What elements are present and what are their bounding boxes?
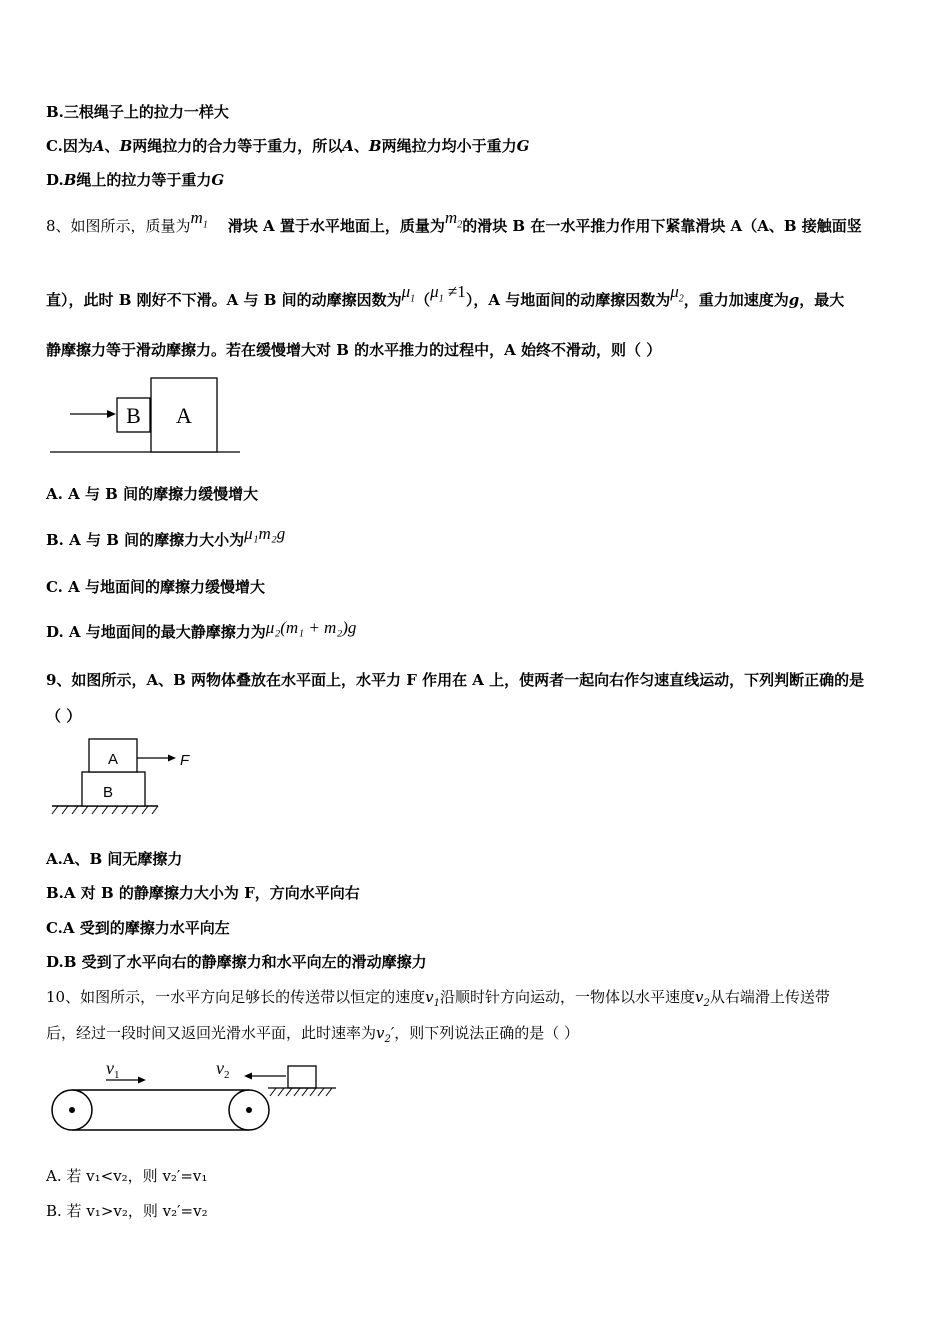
q7-option-d: D.B绳上的拉力等于重力G — [46, 171, 225, 189]
surface-hatch — [270, 1088, 332, 1096]
q10-stem-line2: 后，经过一段时间又返回光滑水平面，此时速率为$v_2'$，则下列说法正确的是（ ） — [46, 1024, 580, 1045]
arrow-head-icon — [107, 410, 116, 418]
right-pulley-axle — [246, 1107, 252, 1113]
q8-figure-blocks — [46, 370, 246, 460]
v2-label: $v_2$ — [216, 1058, 230, 1081]
q10-figure-conveyor — [46, 1054, 346, 1140]
q8-option-b: B. A 与 B 间的摩擦力大小为μ₁m₂g — [46, 524, 286, 549]
block-b-label: B — [102, 784, 114, 801]
q10-stem-line1: 10、如图所示，一水平方向足够长的传送带以恒定的速度$v_1$沿顺时针方向运动，一物体以水平速度$v_2$从右端滑上传送带 — [46, 988, 830, 1009]
arrow-head-icon — [244, 1073, 252, 1080]
q8-option-d: D. A 与地面间的最大静摩擦力为μ₂(m₁ + m₂)g — [46, 618, 357, 641]
q9-option-c: C.A 受到的摩擦力水平向左 — [46, 919, 230, 937]
q9-figure-stacked-blocks — [46, 734, 206, 822]
block-b — [82, 772, 145, 806]
q9-option-a: A.A、B 间无摩擦力 — [46, 850, 183, 868]
left-pulley-axle — [69, 1107, 75, 1113]
block-a-label: A — [176, 403, 192, 428]
q7-option-c: C.因为A、B两绳拉力的合力等于重力，所以A、B两绳拉力均小于重力G — [46, 137, 530, 155]
v1-label: $v_1$ — [106, 1058, 120, 1081]
block-b-label: B — [126, 403, 141, 428]
q9-option-d: D.B 受到了水平向右的静摩擦力和水平向左的滑动摩擦力 — [46, 953, 427, 971]
q10-option-a: A. 若 v₁<v₂，则 v₂′=v₁ — [46, 1167, 208, 1185]
q8-option-c: C. A 与地面间的摩擦力缓慢增大 — [46, 578, 265, 596]
object-block — [288, 1066, 316, 1088]
q8-option-a: A. A 与 B 间的摩擦力缓慢增大 — [46, 485, 259, 503]
q9-option-b: B.A 对 B 的静摩擦力大小为 F，方向水平向右 — [46, 884, 360, 902]
q8-stem-line2: 直），此时 B 刚好不下滑。A 与 B 间的动摩擦因数为$\mu_1(\mu_1 \ne 1)$，A 与地面间的动摩擦因数为$\mu_2$，重力加速度为g，最大 — [46, 282, 845, 309]
q10-option-b: B. 若 v₁>v₂，则 v₂′=v₂ — [46, 1202, 208, 1220]
arrow-head-icon — [168, 755, 176, 762]
q8-stem-line3: 静摩擦力等于滑动摩擦力。若在缓慢增大对 B 的水平推力的过程中，A 始终不滑动，则（ ） — [46, 341, 662, 359]
q8-stem-line1: 8、如图所示，质量为$m_1$ 滑块 A 置于水平地面上，质量为$m_2$的滑块 B 在一水平推力作用下紧靠滑块 A（A、B 接触面竖 — [46, 208, 862, 235]
block-a-label: A — [107, 751, 119, 768]
ground-hatch — [52, 806, 158, 814]
q9-stem-line1: 9、如图所示，A、B 两物体叠放在水平面上，水平力 F 作用在 A 上，使两者一起向右作匀速直线运动，下列判断正确的是 — [46, 671, 865, 689]
force-label: F — [180, 752, 190, 769]
q9-stem-line2: （ ） — [46, 707, 82, 725]
arrow-head-icon — [138, 1077, 146, 1084]
q7-option-b: B.三根绳子上的拉力一样大 — [46, 103, 229, 121]
